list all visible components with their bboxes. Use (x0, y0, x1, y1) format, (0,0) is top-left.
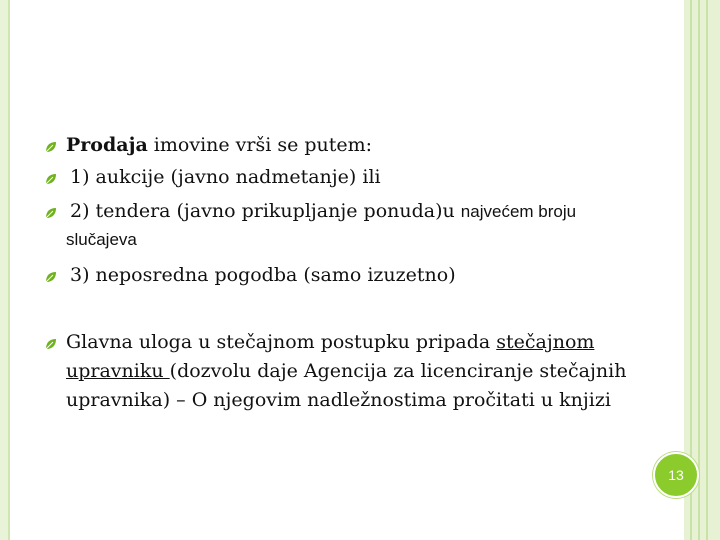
bullet-text: imovine vrši se putem: (147, 134, 373, 156)
page-number-badge: 13 (653, 452, 699, 498)
leaf-icon (44, 270, 58, 284)
paragraph-text: Glavna uloga u stečajnom postupku pripada (66, 331, 497, 353)
leaf-icon (44, 140, 58, 154)
underlined-term: upravniku (66, 360, 170, 382)
paragraph-text: (dozvolu daje Agencija za licenciranje stečajnih upravnika) – O njegovim nadležnostima pročitati u knjizi (66, 360, 627, 411)
bullet-line-1 (66, 134, 372, 156)
bullet-continuation: slučajeva (66, 230, 137, 249)
bullet-text: 2) tendera (javno prikupljanje ponuda)u (70, 200, 455, 222)
leaf-icon (44, 206, 58, 220)
bullet-line-2: 1) aukcije (javno nadmetanje) ili (70, 166, 381, 188)
slide (10, 0, 682, 540)
left-frame-decoration (0, 0, 10, 540)
frame-line (698, 0, 700, 540)
bullet-line-3 (70, 200, 576, 222)
leaf-icon (44, 337, 58, 351)
leaf-icon (44, 172, 58, 186)
bullet-lead: Prodaja (66, 134, 148, 156)
frame-line (706, 0, 708, 540)
bullet-line-4: 3) neposredna pogodba (samo izuzetno) (70, 264, 456, 286)
paragraph (66, 328, 666, 415)
bullet-small-text: najvećem broju (460, 202, 577, 221)
underlined-term: stečajnom (496, 331, 595, 353)
